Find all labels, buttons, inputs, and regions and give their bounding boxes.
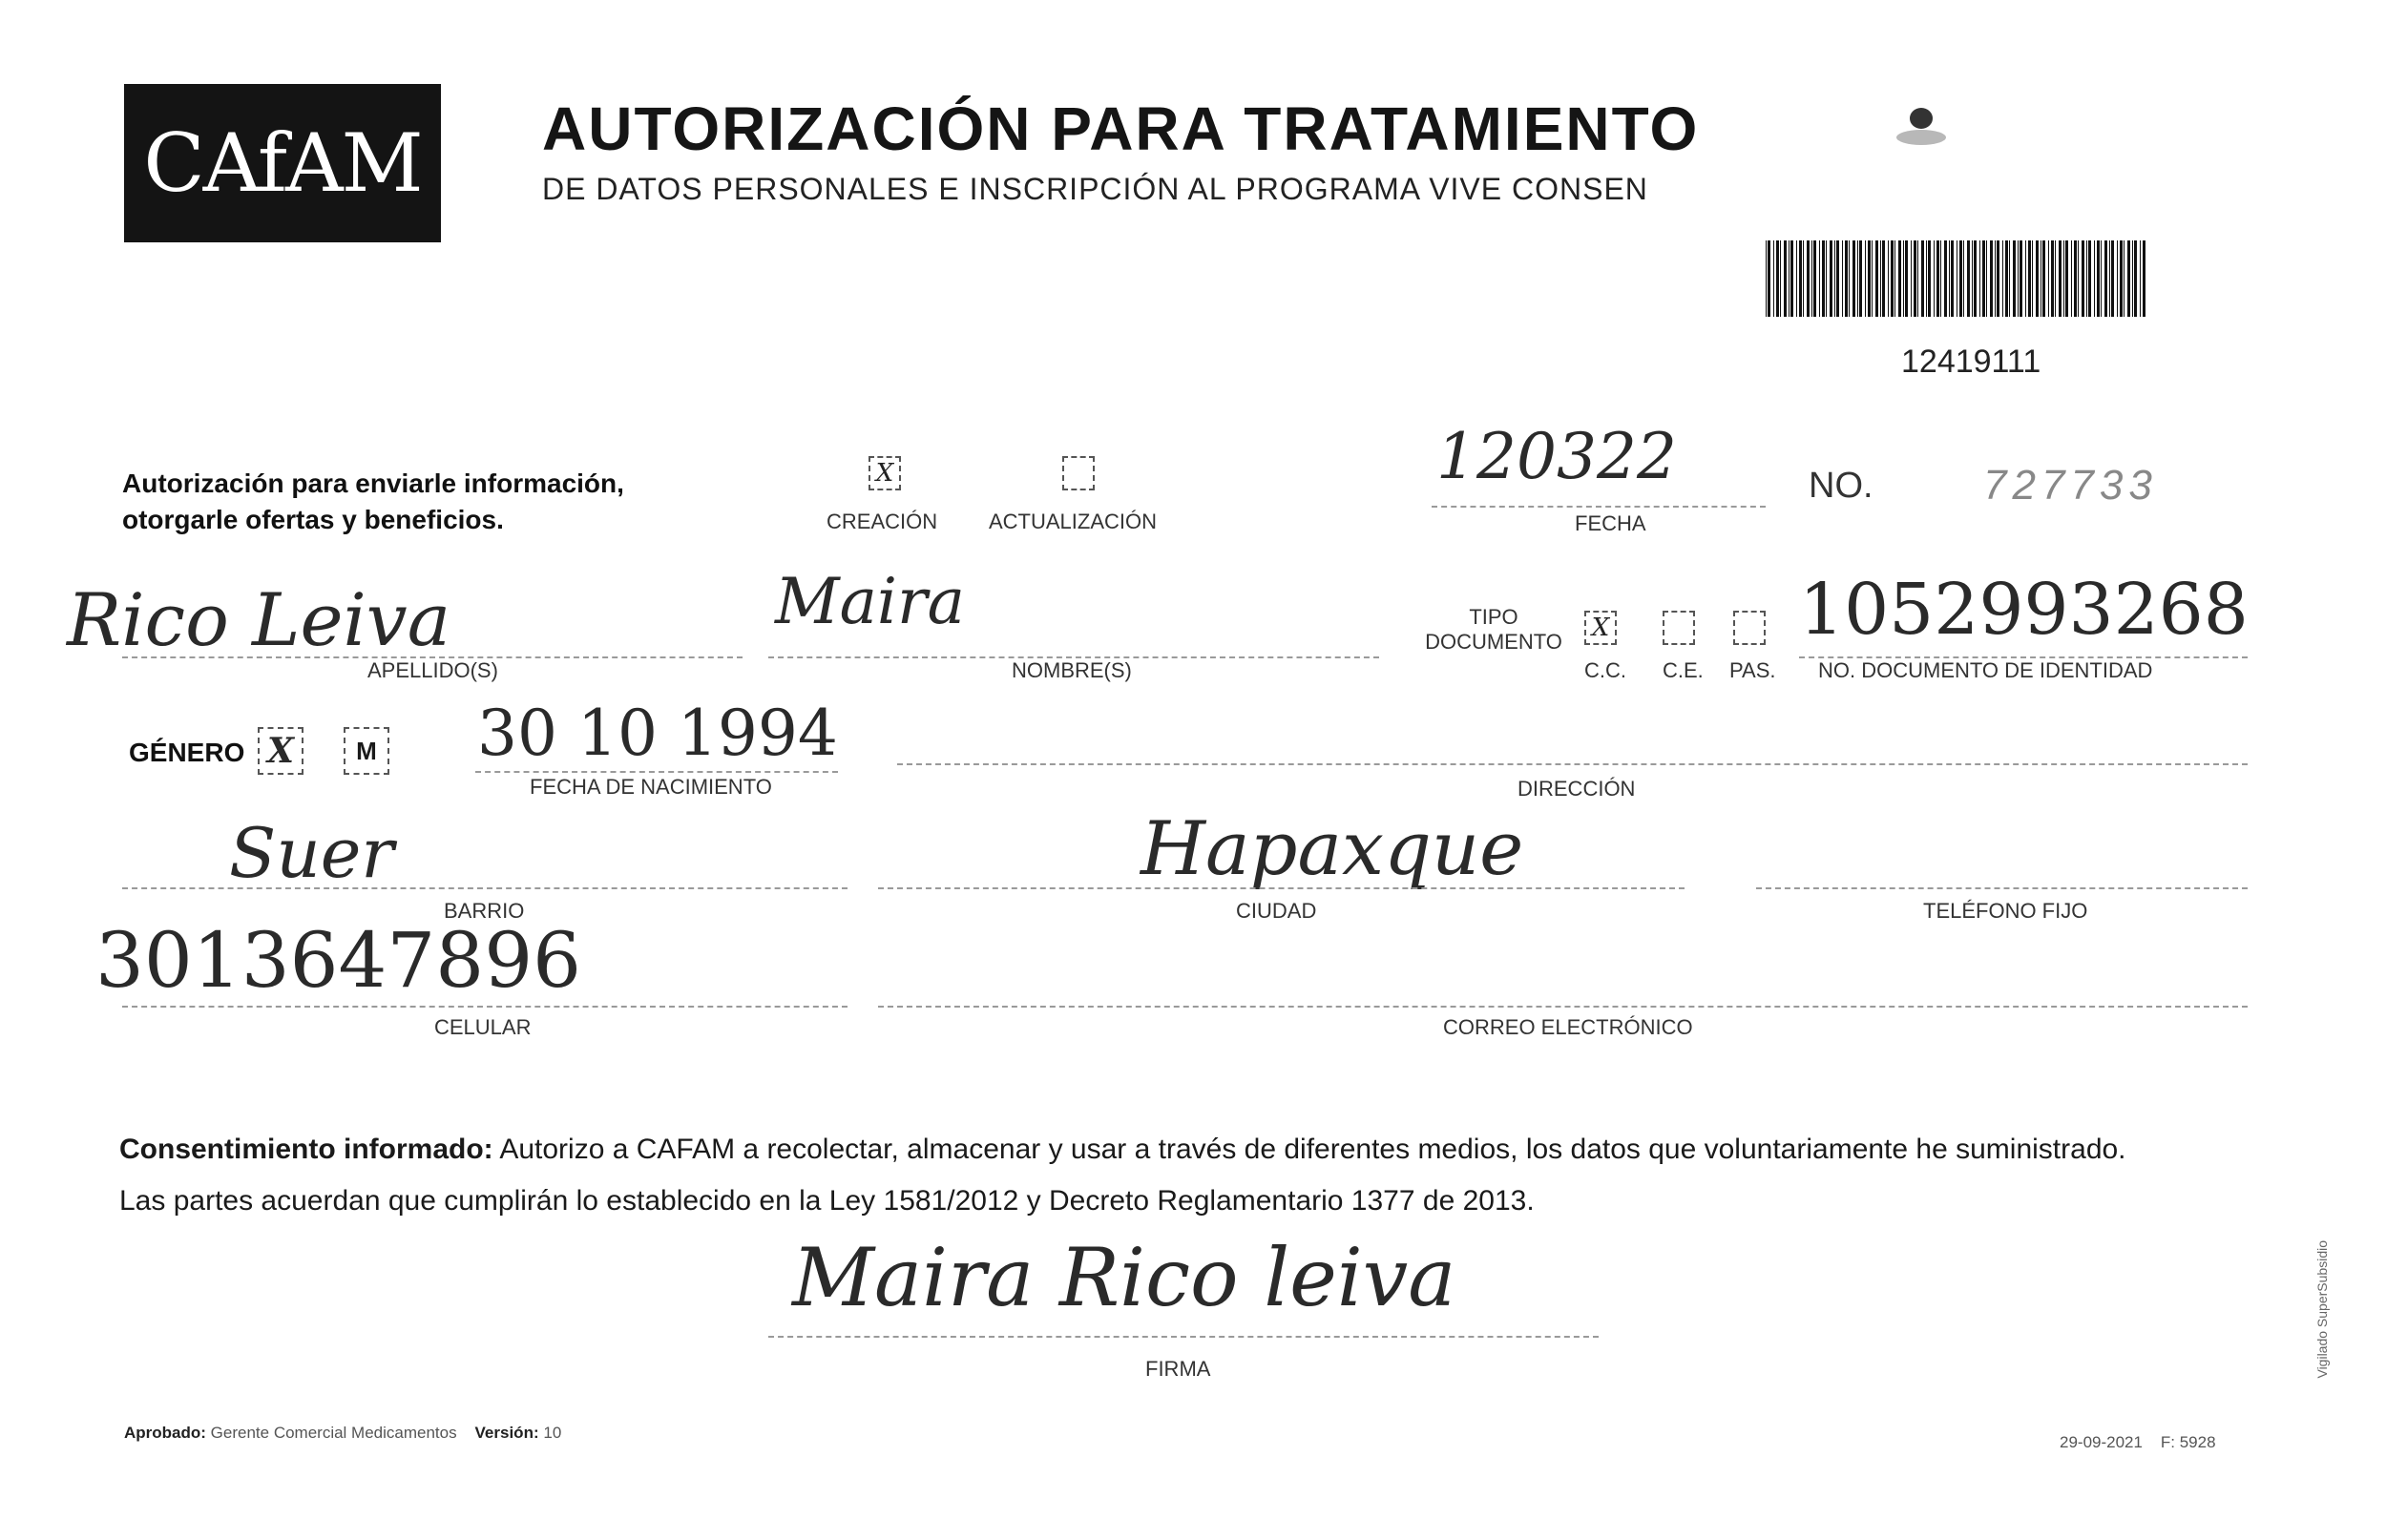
footer-date: 29-09-2021 bbox=[2060, 1433, 2143, 1451]
genero-f-checkbox[interactable] bbox=[258, 727, 303, 775]
apellidos-value: Rico Leiva bbox=[67, 577, 451, 662]
barcode-bar bbox=[1857, 240, 1858, 317]
barcode-bar bbox=[2078, 240, 2079, 317]
consent-line-1 bbox=[119, 1124, 2257, 1176]
genero-m-label: M bbox=[356, 736, 377, 765]
barcode-bar bbox=[1891, 240, 1894, 317]
correo-label: CORREO ELECTRÓNICO bbox=[1443, 1015, 1693, 1039]
telefono-label: TELÉFONO FIJO bbox=[1923, 899, 2088, 923]
barcode-bar bbox=[1882, 240, 1885, 317]
barcode-bar bbox=[1990, 240, 1993, 317]
nacimiento-value: 30 10 1994 bbox=[477, 697, 838, 770]
cc-checkbox[interactable]: X bbox=[1584, 611, 1617, 645]
version-value: 10 bbox=[543, 1424, 562, 1442]
actualizacion-label: ACTUALIZACIÓN bbox=[989, 510, 1158, 533]
barcode-bar bbox=[2065, 240, 2068, 317]
barcode-bar bbox=[1842, 240, 1843, 317]
barcode-bar bbox=[1849, 240, 1850, 317]
barcode-bar bbox=[2101, 240, 2102, 317]
celular-line bbox=[122, 1006, 848, 1008]
barcode-bar bbox=[1834, 240, 1835, 317]
barcode-bar bbox=[1845, 240, 1848, 317]
barrio-value: Suer bbox=[229, 813, 394, 893]
barcode-bar bbox=[1875, 240, 1878, 317]
barcode-bar bbox=[2140, 240, 2141, 317]
barrio-label: BARRIO bbox=[444, 899, 525, 923]
intro-line-1: Autorización para enviarle información, bbox=[122, 468, 624, 498]
barcode-bar bbox=[1928, 240, 1931, 317]
barcode-bar bbox=[1921, 240, 1924, 317]
barcode-bar bbox=[1914, 240, 1916, 317]
barcode-bar bbox=[1830, 240, 1832, 317]
barcode-bar bbox=[1905, 240, 1908, 317]
barcode-bar bbox=[1986, 240, 1987, 317]
barcode-bar bbox=[1894, 240, 1895, 317]
ce-label: C.E. bbox=[1663, 658, 1704, 682]
pas-checkbox[interactable] bbox=[1733, 611, 1766, 645]
nombres-value: Maira bbox=[775, 565, 965, 638]
barcode-bar bbox=[2134, 240, 2137, 317]
barcode-bar bbox=[2111, 240, 2114, 317]
barcode-bar bbox=[1967, 240, 1970, 317]
barcode-bar bbox=[2036, 240, 2039, 317]
barcode-bar bbox=[1859, 240, 1862, 317]
barcode-bar bbox=[1872, 240, 1873, 317]
barcode-bar bbox=[2082, 240, 2084, 317]
form-subtitle: DE DATOS PERSONALES E INSCRIPCIÓN AL PROGRAMA VIVE CONSEN bbox=[542, 172, 1648, 206]
barcode-bar bbox=[1963, 240, 1964, 317]
correo-line bbox=[878, 1006, 2248, 1008]
tipo-label-line1: TIPO bbox=[1469, 605, 1518, 629]
documento-label: NO. DOCUMENTO DE IDENTIDAD bbox=[1818, 658, 2153, 682]
barcode-bar bbox=[1822, 240, 1825, 317]
ciudad-value: Hapaxque bbox=[1141, 806, 1524, 892]
barcode-bar bbox=[2094, 240, 2095, 317]
barcode-bar bbox=[1951, 240, 1954, 317]
authorization-intro bbox=[122, 466, 624, 538]
barcode-bar bbox=[2032, 240, 2033, 317]
numero-label: NO. bbox=[1809, 466, 1873, 506]
apellidos-label: APELLIDO(S) bbox=[367, 658, 498, 682]
barcode-bar bbox=[1865, 240, 1866, 317]
barcode-bar bbox=[1949, 240, 1950, 317]
barcode-bar bbox=[1959, 240, 1962, 317]
barcode-bar bbox=[2117, 240, 2118, 317]
barcode-bar bbox=[2074, 240, 2077, 317]
barcode-bar bbox=[1940, 240, 1941, 317]
fecha-line bbox=[1432, 506, 1766, 508]
barcode-bar bbox=[1784, 240, 1787, 317]
genero-m-checkbox[interactable] bbox=[344, 727, 389, 775]
footer-approval bbox=[124, 1424, 561, 1443]
barcode-bar bbox=[1807, 240, 1810, 317]
barcode-bar bbox=[1803, 240, 1804, 317]
nacimiento-line bbox=[475, 771, 838, 773]
ciudad-line bbox=[878, 887, 1685, 889]
consent-heading: Consentimiento informado: bbox=[119, 1134, 493, 1165]
barcode-bar bbox=[1898, 240, 1901, 317]
barcode-bar bbox=[2120, 240, 2123, 317]
aprobado-label: Aprobado: bbox=[124, 1424, 206, 1442]
pas-label: PAS. bbox=[1729, 658, 1776, 682]
barcode-bar bbox=[2018, 240, 2019, 317]
fecha-label: FECHA bbox=[1575, 511, 1646, 535]
cafam-logo bbox=[124, 84, 441, 242]
creacion-label: CREACIÓN bbox=[827, 510, 938, 533]
barcode-bar bbox=[1982, 240, 1985, 317]
barcode-bar bbox=[1826, 240, 1827, 317]
barcode-bar bbox=[1917, 240, 1918, 317]
consent-text-1: Autorizo a CAFAM a recolectar, almacenar y usar a través de diferentes medios, los datos que voluntariamente he suministrado. bbox=[492, 1134, 2126, 1165]
barcode-bar bbox=[1776, 240, 1779, 317]
barcode-bar bbox=[1926, 240, 1927, 317]
direccion-label: DIRECCIÓN bbox=[1517, 777, 1636, 801]
ce-checkbox[interactable] bbox=[1663, 611, 1695, 645]
barcode-bar bbox=[1972, 240, 1973, 317]
barcode-bar bbox=[2028, 240, 2031, 317]
barcode-bar bbox=[1768, 240, 1770, 317]
ciudad-label: CIUDAD bbox=[1236, 899, 1317, 923]
fecha-value: 120322 bbox=[1436, 420, 1677, 493]
barcode-bar bbox=[1974, 240, 1977, 317]
barcode-bar bbox=[2048, 240, 2049, 317]
barcode-bar bbox=[1766, 240, 1767, 317]
cc-label: C.C. bbox=[1584, 658, 1626, 682]
celular-label: CELULAR bbox=[434, 1015, 532, 1039]
barcode-bar bbox=[2127, 240, 2130, 317]
barcode-bar bbox=[1995, 240, 1996, 317]
barcode-bar bbox=[2143, 240, 2145, 317]
barcode-bar bbox=[1880, 240, 1881, 317]
firma-label: FIRMA bbox=[1145, 1357, 1211, 1381]
barrio-line bbox=[122, 887, 848, 889]
barcode-bar bbox=[2042, 240, 2045, 317]
barcode-bar bbox=[1819, 240, 1820, 317]
signature: Maira Rico leiva bbox=[792, 1231, 1456, 1324]
barcode-bar bbox=[1789, 240, 1790, 317]
barcode-bar bbox=[1780, 240, 1781, 317]
telefono-line bbox=[1756, 887, 2248, 889]
barcode-bar bbox=[2097, 240, 2100, 317]
footer-date-code bbox=[2060, 1433, 2216, 1452]
direccion-line bbox=[897, 763, 2248, 765]
genero-f-mark: X bbox=[267, 731, 294, 771]
barcode-bar bbox=[1911, 240, 1912, 317]
form-title: AUTORIZACIÓN PARA TRATAMIENTO bbox=[542, 94, 1700, 163]
barcode-bar bbox=[2059, 240, 2062, 317]
barcode-bar bbox=[1813, 240, 1816, 317]
tipo-documento-label bbox=[1422, 605, 1565, 655]
firma-line bbox=[768, 1336, 1599, 1338]
barcode-bar bbox=[1852, 240, 1855, 317]
barcode-bar bbox=[2002, 240, 2003, 317]
barcode-bar bbox=[1979, 240, 1980, 317]
barcode-bar bbox=[1868, 240, 1871, 317]
barcode-number: 12419111 bbox=[1901, 343, 2041, 380]
footer-code: F: 5928 bbox=[2160, 1433, 2216, 1451]
barcode-bar bbox=[2051, 240, 2054, 317]
tipo-label-line2: DOCUMENTO bbox=[1425, 630, 1562, 654]
actualizacion-checkbox[interactable] bbox=[1062, 456, 1095, 490]
numero-value: 727733 bbox=[1983, 462, 2158, 509]
barcode-bar bbox=[2071, 240, 2072, 317]
barcode-bar bbox=[1796, 240, 1797, 317]
barcode-bar bbox=[1811, 240, 1812, 317]
documento-value: 1052993268 bbox=[1799, 569, 2249, 651]
barcode-bar bbox=[2088, 240, 2091, 317]
nacimiento-label: FECHA DE NACIMIENTO bbox=[530, 775, 772, 799]
barcode-bar bbox=[1903, 240, 1904, 317]
barcode-bar bbox=[2132, 240, 2133, 317]
genero-label: GÉNERO bbox=[129, 738, 245, 767]
barcode-bar bbox=[1934, 240, 1935, 317]
barcode-bar bbox=[2086, 240, 2087, 317]
intro-line-2: otorgarle ofertas y beneficios. bbox=[122, 505, 504, 534]
consent-line-2: Las partes acuerdan que cumplirán lo establecido en la Ley 1581/2012 y Decreto Reglamentario 1377 de 2013. bbox=[119, 1185, 1535, 1217]
barcode-bar bbox=[2063, 240, 2064, 317]
barcode bbox=[1766, 240, 2147, 317]
stamp-icon bbox=[1894, 99, 1948, 149]
barcode-bar bbox=[1773, 240, 1774, 317]
vigilado-text: Vigilado SuperSubsidio bbox=[2314, 1240, 2330, 1379]
barcode-bar bbox=[2005, 240, 2008, 317]
nombres-label: NOMBRE(S) bbox=[1012, 658, 1132, 682]
barcode-bar bbox=[1790, 240, 1793, 317]
barcode-bar bbox=[2104, 240, 2107, 317]
barcode-bar bbox=[2013, 240, 2016, 317]
barcode-bar bbox=[2009, 240, 2010, 317]
barcode-bar bbox=[1944, 240, 1947, 317]
aprobado-value: Gerente Comercial Medicamentos bbox=[210, 1424, 457, 1442]
barcode-bar bbox=[2109, 240, 2110, 317]
barcode-bar bbox=[1936, 240, 1939, 317]
barcode-bar bbox=[2020, 240, 2022, 317]
barcode-bar bbox=[2025, 240, 2026, 317]
barcode-bar bbox=[1997, 240, 1999, 317]
barcode-bar bbox=[1836, 240, 1839, 317]
logo-text: CAfAM bbox=[143, 116, 422, 210]
consent-paragraph bbox=[119, 1124, 2257, 1227]
celular-value: 3013647896 bbox=[95, 916, 581, 1005]
creacion-checkbox[interactable]: X bbox=[869, 456, 901, 490]
version-label: Versión: bbox=[474, 1424, 539, 1442]
barcode-bar bbox=[2055, 240, 2056, 317]
barcode-bar bbox=[1799, 240, 1802, 317]
barcode-bar bbox=[1888, 240, 1889, 317]
